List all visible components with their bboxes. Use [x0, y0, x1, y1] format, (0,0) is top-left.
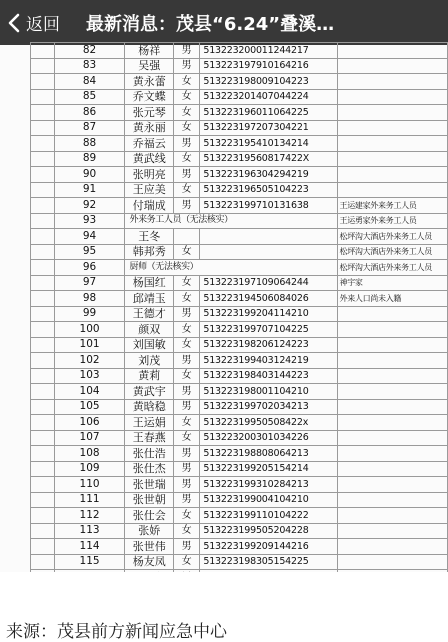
sex-cell: 女	[173, 182, 199, 198]
sex-cell: 男	[173, 167, 199, 183]
name-cell: 乔文蝶	[125, 89, 173, 105]
note-cell	[337, 554, 448, 570]
id-number-cell: 513223197109064244	[200, 275, 337, 291]
note-cell	[337, 461, 448, 477]
table-row	[31, 322, 448, 338]
id-number-cell: 513223195410134214	[200, 136, 337, 152]
source-area	[0, 572, 448, 641]
id-number-cell: 513223199004104210	[200, 492, 337, 508]
note-cell	[337, 415, 448, 431]
note-cell: 神宇家	[337, 275, 448, 291]
row-blank-cell	[31, 136, 55, 152]
table-row	[31, 430, 448, 446]
id-number-cell: 513223199204114210	[200, 306, 337, 322]
name-cell: 张世朝	[125, 492, 173, 508]
merged-name-cell: 外来务工人员（无法核实）	[125, 213, 337, 229]
row-number: 107	[54, 430, 125, 446]
id-number-cell: 513223197910164216	[200, 58, 337, 74]
row-blank-cell	[31, 322, 55, 338]
sex-cell: 女	[173, 337, 199, 353]
row-blank-cell	[31, 198, 55, 214]
table-row	[31, 198, 448, 214]
row-number: 95	[54, 244, 125, 260]
name-cell: 乔福云	[125, 136, 173, 152]
table-row	[31, 477, 448, 493]
id-number-cell: 513223197207304221	[200, 120, 337, 136]
table-row	[31, 151, 448, 167]
row-blank-cell	[31, 74, 55, 90]
name-cell: 张娇	[125, 523, 173, 539]
sex-cell: 女	[173, 430, 199, 446]
sex-cell: 女	[173, 151, 199, 167]
id-number-cell: 513223201407044224	[200, 89, 337, 105]
row-blank-cell	[31, 182, 55, 198]
table-row	[31, 554, 448, 570]
row-number: 109	[54, 461, 125, 477]
row-number: 101	[54, 337, 125, 353]
row-blank-cell	[31, 337, 55, 353]
row-number: 104	[54, 384, 125, 400]
note-cell	[337, 368, 448, 384]
sex-cell: 男	[173, 492, 199, 508]
row-number: 105	[54, 399, 125, 415]
note-cell: 松坪沟大酒店外来务工人员	[337, 229, 448, 245]
casualty-list-image	[0, 45, 448, 572]
table-row	[31, 353, 448, 369]
table-row	[31, 337, 448, 353]
name-cell: 刘茂	[125, 353, 173, 369]
sex-cell: 男	[173, 399, 199, 415]
note-cell	[337, 89, 448, 105]
row-number: 106	[54, 415, 125, 431]
table-row	[31, 74, 448, 90]
row-blank-cell	[31, 446, 55, 462]
row-blank-cell	[31, 260, 55, 276]
table-row	[31, 229, 448, 245]
row-number: 98	[54, 291, 125, 307]
table-row	[31, 415, 448, 431]
id-number-cell: 513223198808064213	[200, 446, 337, 462]
note-cell	[337, 120, 448, 136]
row-number: 85	[54, 89, 125, 105]
row-number: 103	[54, 368, 125, 384]
name-cell: 张仕杰	[125, 461, 173, 477]
sex-cell: 男	[173, 306, 199, 322]
sex-cell: 男	[173, 461, 199, 477]
name-cell: 黄永丽	[125, 120, 173, 136]
sex-cell: 男	[173, 58, 199, 74]
sex-cell: 女	[173, 120, 199, 136]
name-cell: 颜双	[125, 322, 173, 338]
sex-cell: 女	[173, 89, 199, 105]
back-button[interactable]	[0, 0, 66, 45]
note-cell	[337, 446, 448, 462]
name-cell: 杨友凤	[125, 554, 173, 570]
id-number-cell	[200, 229, 337, 245]
sex-cell: 女	[173, 415, 199, 431]
note-cell	[337, 430, 448, 446]
sex-cell: 女	[173, 275, 199, 291]
note-cell	[337, 58, 448, 74]
row-blank-cell	[31, 477, 55, 493]
row-blank-cell	[31, 167, 55, 183]
name-cell: 张世瑞	[125, 477, 173, 493]
note-cell	[337, 539, 448, 555]
table-row	[31, 120, 448, 136]
note-cell	[337, 43, 448, 59]
row-blank-cell	[31, 58, 55, 74]
table-row	[31, 291, 448, 307]
name-cell: 王应美	[125, 182, 173, 198]
table-row	[31, 167, 448, 183]
row-blank-cell	[31, 523, 55, 539]
row-blank-cell	[31, 244, 55, 260]
id-number-cell: 513223198206124223	[200, 337, 337, 353]
sex-cell: 女	[173, 105, 199, 121]
row-blank-cell	[31, 384, 55, 400]
sex-cell: 女	[173, 508, 199, 524]
id-number-cell: 513223199209144216	[200, 539, 337, 555]
back-label: 返回	[26, 15, 60, 35]
table-row	[31, 492, 448, 508]
sex-cell: 女	[173, 291, 199, 307]
row-blank-cell	[31, 120, 55, 136]
row-number: 91	[54, 182, 125, 198]
name-cell: 张仕浩	[125, 446, 173, 462]
row-number: 86	[54, 105, 125, 121]
note-cell	[337, 105, 448, 121]
row-number: 112	[54, 508, 125, 524]
id-number-cell: 513223199707104225	[200, 322, 337, 338]
row-blank-cell	[31, 554, 55, 570]
row-number: 114	[54, 539, 125, 555]
name-cell: 张明亮	[125, 167, 173, 183]
note-cell: 王运建家外来务工人员	[337, 198, 448, 214]
row-number: 88	[54, 136, 125, 152]
table-row	[31, 446, 448, 462]
sex-cell: 女	[173, 322, 199, 338]
table-row	[31, 43, 448, 59]
name-cell: 王春燕	[125, 430, 173, 446]
name-cell: 付瑞成	[125, 198, 173, 214]
sex-cell: 男	[173, 384, 199, 400]
row-number: 100	[54, 322, 125, 338]
row-number: 82	[54, 43, 125, 59]
name-cell: 张仕会	[125, 508, 173, 524]
row-number: 97	[54, 275, 125, 291]
sex-cell: 男	[173, 353, 199, 369]
table-row	[31, 213, 448, 229]
id-number-cell	[200, 244, 337, 260]
row-blank-cell	[31, 306, 55, 322]
note-cell	[337, 182, 448, 198]
note-cell	[337, 492, 448, 508]
id-number-cell: 513223199403124219	[200, 353, 337, 369]
id-number-cell: 513223200011244217	[200, 43, 337, 59]
name-cell: 张元琴	[125, 105, 173, 121]
sex-cell: 男	[173, 198, 199, 214]
sex-cell: 男	[173, 539, 199, 555]
row-blank-cell	[31, 508, 55, 524]
id-number-cell: 513223196304294219	[200, 167, 337, 183]
id-number-cell: 513223199310284213	[200, 477, 337, 493]
sex-cell: 女	[173, 244, 199, 260]
id-number-cell: 513223196011064225	[200, 105, 337, 121]
row-blank-cell	[31, 399, 55, 415]
name-cell: 黄武线	[125, 151, 173, 167]
row-number: 87	[54, 120, 125, 136]
note-cell	[337, 136, 448, 152]
sex-cell	[173, 229, 199, 245]
row-blank-cell	[31, 89, 55, 105]
name-cell: 吴强	[125, 58, 173, 74]
row-blank-cell	[31, 430, 55, 446]
id-number-cell: 51322319560817422X	[200, 151, 337, 167]
row-number: 93	[54, 213, 125, 229]
note-cell: 外来人口尚未入籍	[337, 291, 448, 307]
table-row	[31, 508, 448, 524]
row-blank-cell	[31, 539, 55, 555]
row-blank-cell	[31, 229, 55, 245]
note-cell	[337, 167, 448, 183]
row-blank-cell	[31, 353, 55, 369]
sex-cell: 男	[173, 43, 199, 59]
note-cell	[337, 508, 448, 524]
name-cell: 王冬	[125, 229, 173, 245]
row-number: 83	[54, 58, 125, 74]
name-cell: 刘国敏	[125, 337, 173, 353]
merged-name-cell: 厨师（无法核实）	[125, 260, 337, 276]
row-blank-cell	[31, 105, 55, 121]
sex-cell: 女	[173, 74, 199, 90]
row-number: 113	[54, 523, 125, 539]
row-number: 94	[54, 229, 125, 245]
id-number-cell: 513223198001104210	[200, 384, 337, 400]
row-number: 110	[54, 477, 125, 493]
id-number-cell: 513223199110104222	[200, 508, 337, 524]
table-row	[31, 260, 448, 276]
table-row	[31, 244, 448, 260]
note-cell	[337, 353, 448, 369]
table-row	[31, 275, 448, 291]
row-blank-cell	[31, 213, 55, 229]
table-row	[31, 523, 448, 539]
name-cell: 黄莉	[125, 368, 173, 384]
row-blank-cell	[31, 415, 55, 431]
table-row	[31, 306, 448, 322]
table-row	[31, 58, 448, 74]
row-blank-cell	[31, 492, 55, 508]
nav-bar	[0, 0, 448, 45]
table-row	[31, 136, 448, 152]
name-cell: 杨祥	[125, 43, 173, 59]
page-title: 最新消息：茂县“6.24”叠溪…	[86, 13, 335, 35]
note-cell	[337, 399, 448, 415]
note-cell	[337, 477, 448, 493]
sex-cell: 男	[173, 477, 199, 493]
sex-cell: 男	[173, 136, 199, 152]
table-row	[31, 182, 448, 198]
sex-cell: 女	[173, 523, 199, 539]
row-number: 89	[54, 151, 125, 167]
id-number-cell: 513223200301034226	[200, 430, 337, 446]
sex-cell: 男	[173, 446, 199, 462]
row-blank-cell	[31, 43, 55, 59]
note-cell	[337, 523, 448, 539]
note-cell	[337, 322, 448, 338]
id-number-cell: 513223199710131638	[200, 198, 337, 214]
sex-cell: 女	[173, 554, 199, 570]
row-number: 84	[54, 74, 125, 90]
name-cell: 邱靖玉	[125, 291, 173, 307]
row-blank-cell	[31, 461, 55, 477]
row-blank-cell	[31, 291, 55, 307]
id-number-cell: 513223196505104223	[200, 182, 337, 198]
table-row	[31, 368, 448, 384]
id-number-cell: 513223199205154214	[200, 461, 337, 477]
row-blank-cell	[31, 275, 55, 291]
row-number: 111	[54, 492, 125, 508]
name-cell: 王运娟	[125, 415, 173, 431]
row-number: 90	[54, 167, 125, 183]
id-number-cell: 513223194506084026	[200, 291, 337, 307]
casualty-table	[30, 42, 448, 617]
table-row	[31, 461, 448, 477]
name-cell: 韩邦秀	[125, 244, 173, 260]
note-cell	[337, 306, 448, 322]
table-row	[31, 399, 448, 415]
id-number-cell: 51322319950508422x	[200, 415, 337, 431]
row-number: 99	[54, 306, 125, 322]
id-number-cell: 513223198403144223	[200, 368, 337, 384]
id-number-cell: 513223198305154225	[200, 554, 337, 570]
note-cell	[337, 151, 448, 167]
sex-cell: 女	[173, 368, 199, 384]
table-row	[31, 89, 448, 105]
id-number-cell: 513223199702034213	[200, 399, 337, 415]
name-cell: 黄晗稳	[125, 399, 173, 415]
row-number: 102	[54, 353, 125, 369]
name-cell: 杨国红	[125, 275, 173, 291]
note-cell	[337, 337, 448, 353]
row-number: 115	[54, 554, 125, 570]
table-row	[31, 384, 448, 400]
name-cell: 张世伟	[125, 539, 173, 555]
row-blank-cell	[31, 151, 55, 167]
note-cell	[337, 384, 448, 400]
name-cell: 王德才	[125, 306, 173, 322]
note-cell: 松坪沟大酒店外来务工人员	[337, 260, 448, 276]
note-cell	[337, 74, 448, 90]
note-cell: 松坪沟大酒店外来务工人员	[337, 244, 448, 260]
row-number: 96	[54, 260, 125, 276]
chevron-left-icon	[8, 13, 20, 33]
source-text: 来源：茂县前方新闻应急中心	[6, 622, 227, 642]
id-number-cell: 513223198009104223	[200, 74, 337, 90]
name-cell: 黄永蕾	[125, 74, 173, 90]
table-row	[31, 539, 448, 555]
row-number: 92	[54, 198, 125, 214]
id-number-cell: 513223199505204228	[200, 523, 337, 539]
note-cell: 王运勇家外来务工人员	[337, 213, 448, 229]
row-number: 108	[54, 446, 125, 462]
row-blank-cell	[31, 368, 55, 384]
name-cell: 黄武宇	[125, 384, 173, 400]
table-row	[31, 105, 448, 121]
